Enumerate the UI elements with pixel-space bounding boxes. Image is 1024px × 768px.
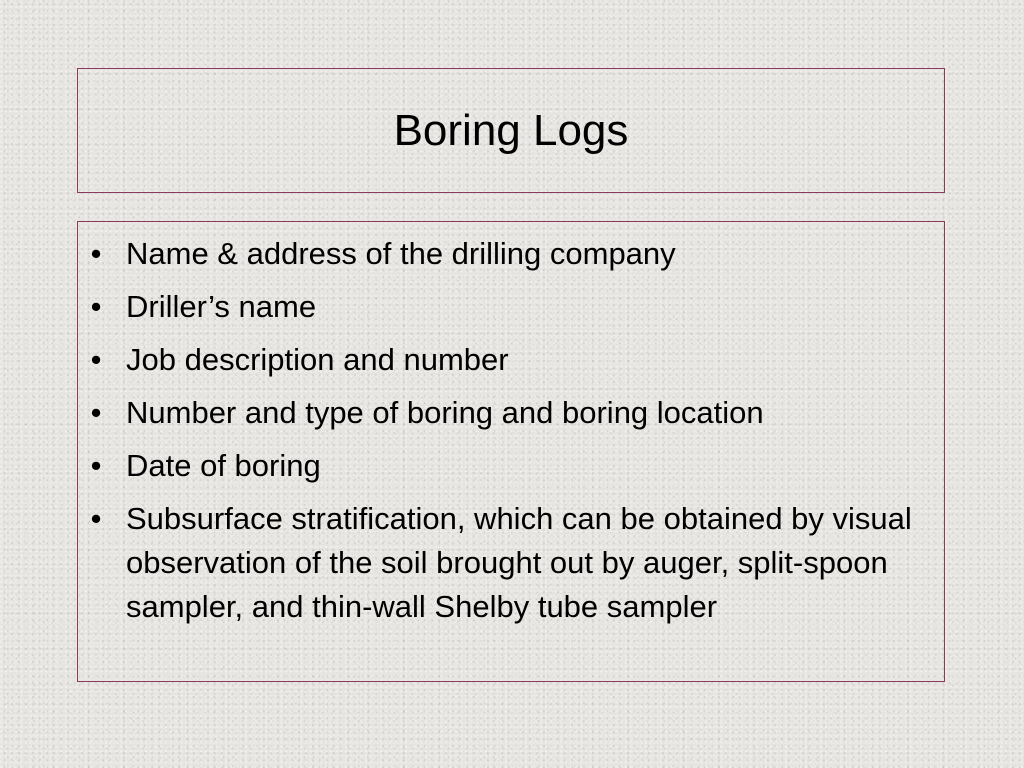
list-item [78, 232, 924, 276]
bullet-list [78, 232, 924, 629]
list-item-text: Driller’s name [126, 289, 317, 324]
bullet-icon: • [90, 289, 102, 324]
list-item-text: Number and type of boring and boring location [126, 395, 764, 430]
bullet-icon: • [90, 501, 102, 536]
title-placeholder [77, 68, 945, 193]
list-item-text: Job description and number [126, 342, 509, 377]
bullet-icon: • [90, 342, 102, 377]
bullet-icon: • [90, 236, 102, 271]
list-item-text: Subsurface stratification, which can be obtained by visual observation of the soil brought out by auger, split-spoon sampler, and thin-wall Shelby tube sampler [126, 501, 912, 624]
list-item-text: Date of boring [126, 448, 321, 483]
bullet-icon: • [90, 395, 102, 430]
list-item-text: Name & address of the drilling company [126, 236, 676, 271]
slide-title: Boring Logs [393, 105, 629, 155]
list-item [78, 285, 924, 329]
list-item [78, 444, 924, 488]
list-item [78, 391, 924, 435]
list-item [78, 338, 924, 382]
list-item [78, 497, 924, 629]
content-placeholder [77, 221, 945, 682]
bullet-icon: • [90, 448, 102, 483]
